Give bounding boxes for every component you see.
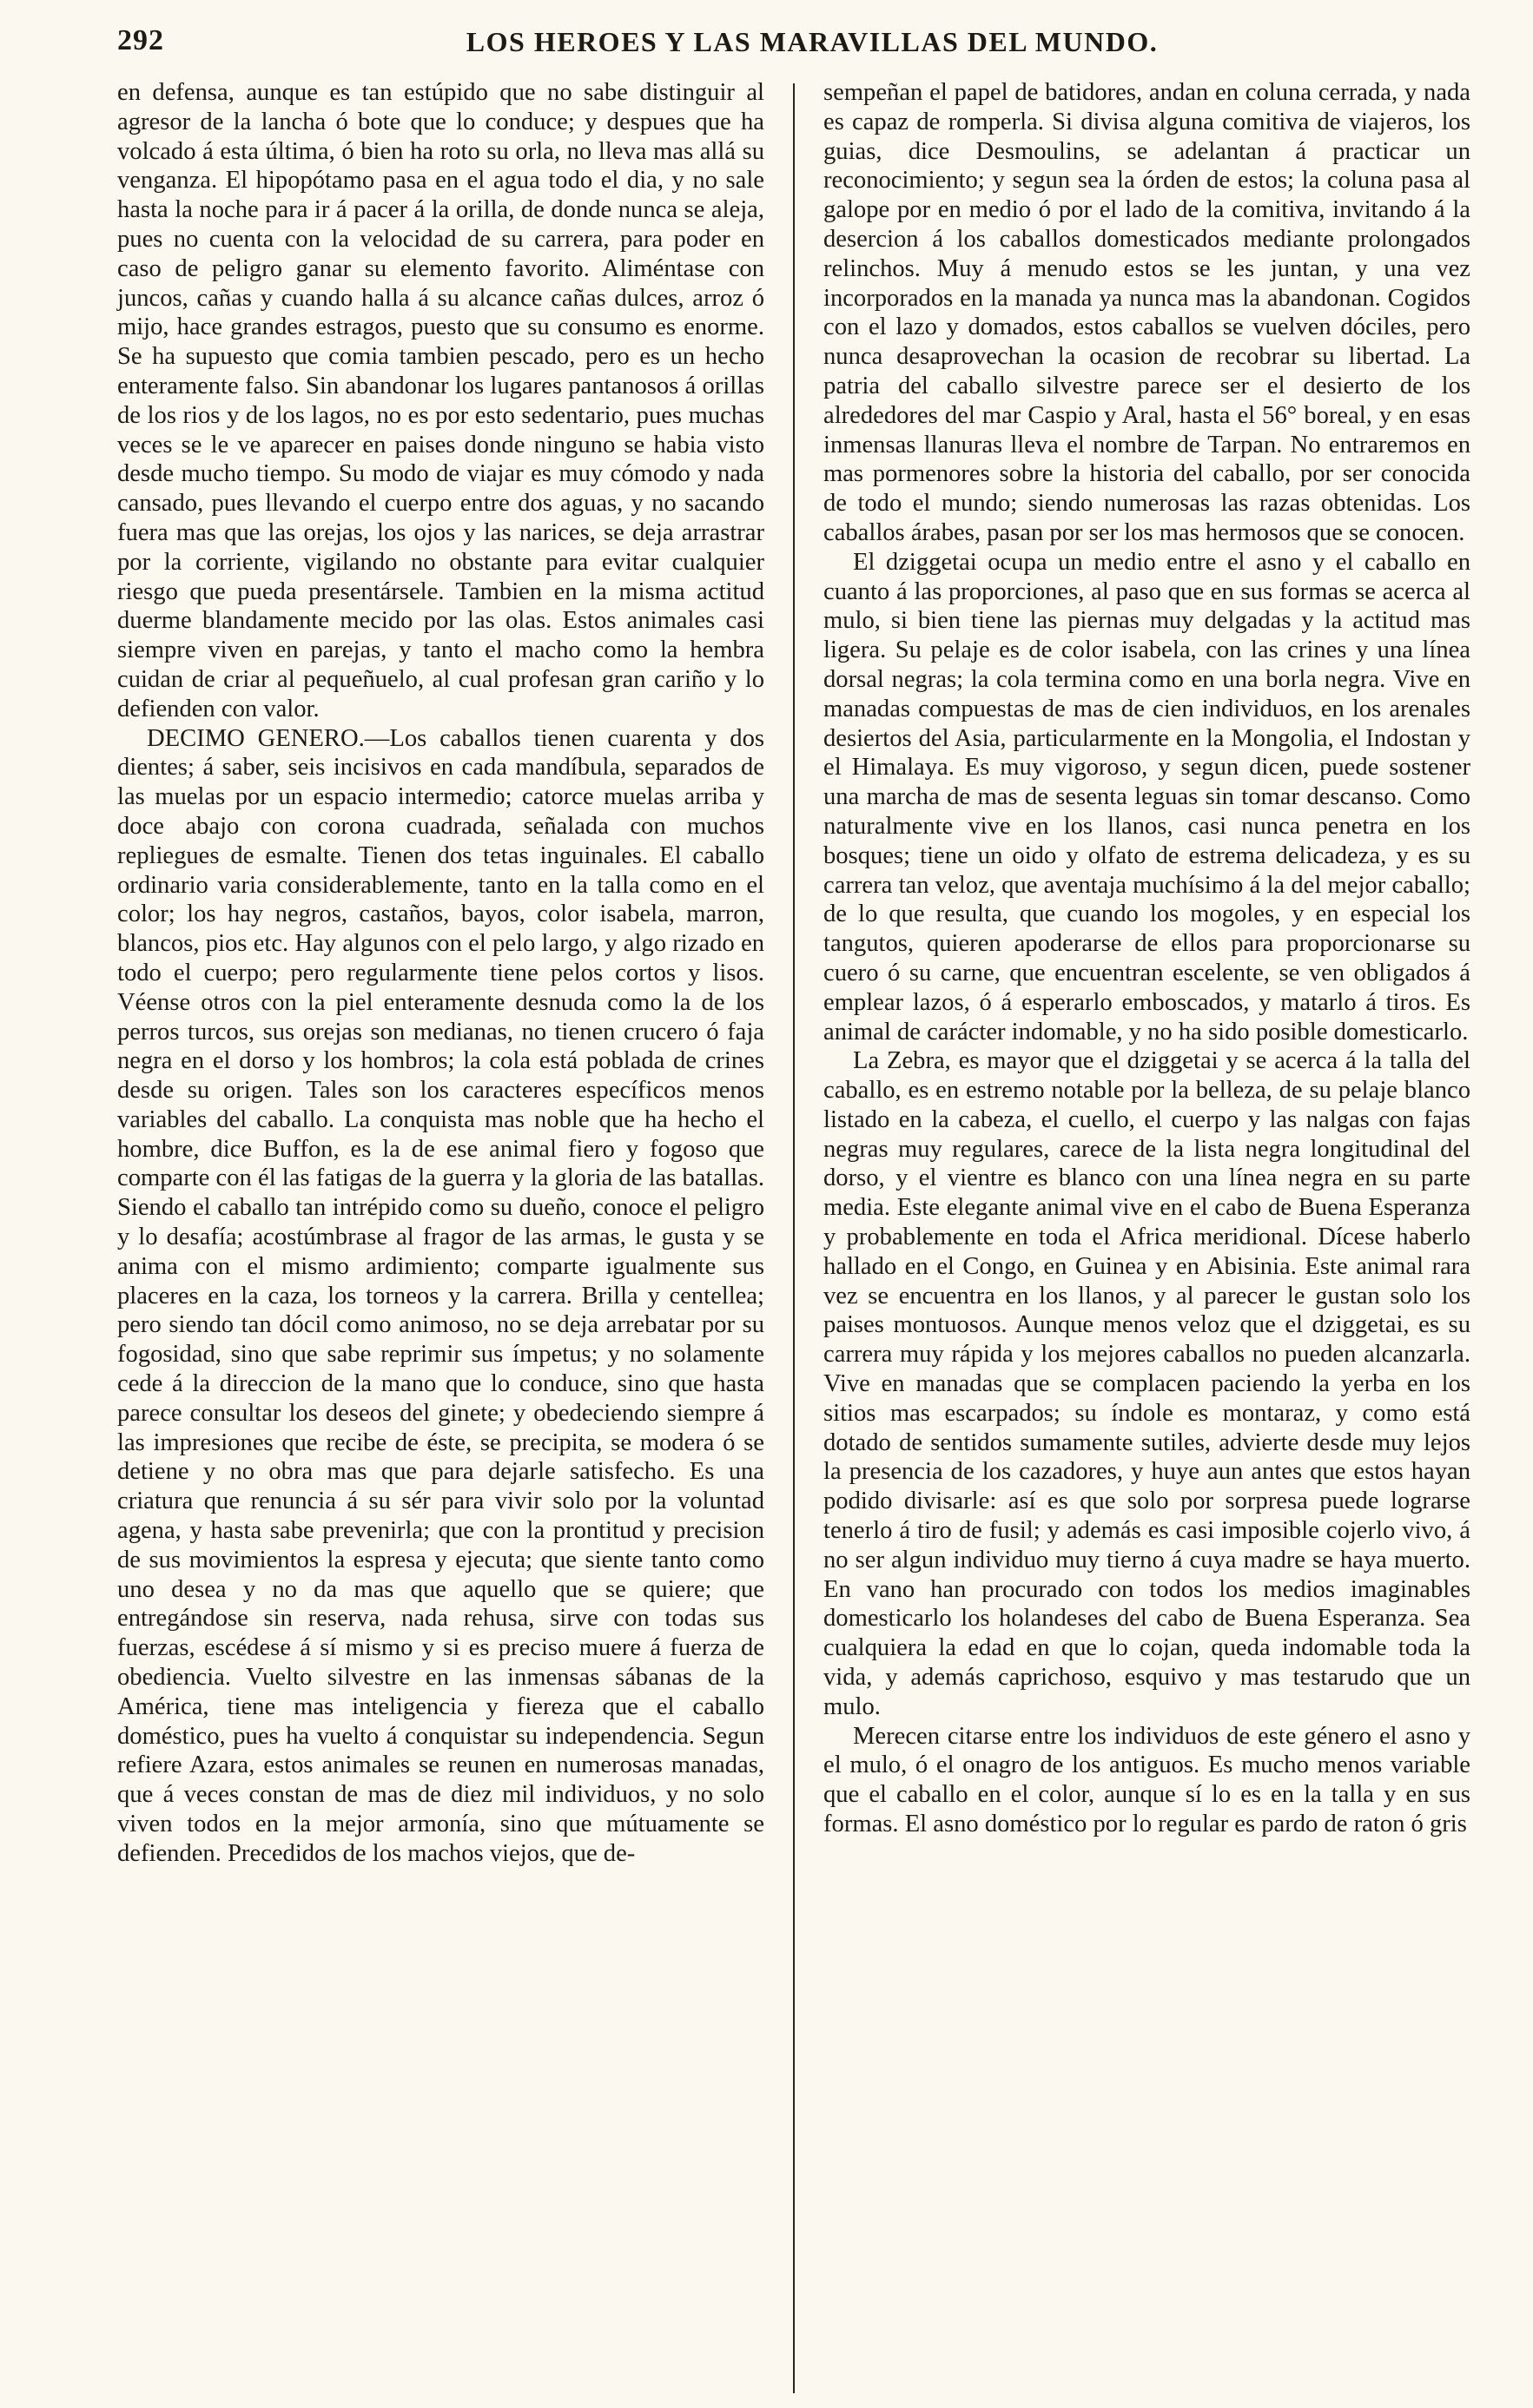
page-number: 292 — [117, 24, 164, 56]
column-divider — [793, 83, 795, 2393]
paragraph-hipopotamo-end: en defensa, aunque es tan estúpido que no sabe distinguir al agresor de la lancha ó bote que lo conduce; y despues que ha volcado á esta última, ó bien ha roto su orla, no lleva mas allá su venganza. El hipopótamo pasa en el agua todo el dia, y no sale hasta la noche para ir á pacer á la orilla, de donde nunca se aleja, pues no cuenta con la velocidad de su carrera, para poder en caso de peligro ganar su elemento favorito. Aliméntase con juncos, cañas y cuando halla á su alcance cañas dulces, arroz ó mijo, hace grandes estragos, puesto que su consumo es enorme. Se ha supuesto que comia tambien pescado, pero es un hecho enteramente falso. Sin abandonar los lugares pantanosos á orillas de los rios y de los lagos, no es por esto sedentario, pues muchas veces se le ve aparecer en paises donde ninguno se habia visto desde mucho tiempo. Su modo de viajar es muy cómodo y nada cansado, pues llevando el cuerpo entre dos aguas, y no sacando fuera mas que las orejas, los ojos y las narices, se deja arrastrar por la corriente, vigilando no obstante para evitar cualquier riesgo que pueda presentársele. Tambien en la misma actitud duerme blandamente mecido por las olas. Estos animales casi siempre viven en parejas, y tanto el macho como la hembra cuidan de criar al pequeñuelo, al cual profesan gran cariño y lo defienden con valor. — [117, 79, 764, 722]
left-column — [117, 78, 764, 1869]
paragraph-asno: Merecen citarse entre los individuos de este género el asno y el mulo, ó el onagro de los antiguos. Es mucho menos variable que el caballo en el color, aunque sí lo es en la talla y en sus formas. El asno doméstico por lo regular es pardo de raton ó gris — [823, 1722, 1470, 1838]
page-header — [117, 24, 1507, 76]
paragraph-zebra: La Zebra, es mayor que el dziggetai y se acerca á la talla del caballo, es en estremo notable por la belleza, de su pelaje blanco listado en la cabeza, el cuello, el cuerpo y las nalgas con fajas negras muy regulares, carece de la lista negra longitudinal del dorso, y el vientre es blanco con una línea negra en su parte media. Este elegante animal vive en el cabo de Buena Esperanza y probablemente en toda el Africa meridional. Dícese haberlo hallado en el Congo, en Guinea y en Abisinia. Este animal rara vez se encuentra en los llanos, y al parecer le gustan solo los paises montuosos. Aunque menos veloz que el dziggetai, es su carrera muy rápida y los mejores caballos no pueden alcanzarla. Vive en manadas que se complacen paciendo la yerba en los sitios mas escarpados; su índole es montaraz, y como está dotado de sentidos sumamente sutiles, advierte desde muy lejos la presencia de los cazadores, y huye aun antes que estos hayan podido divisarle: así es que solo por sorpresa puede lograrse tenerlo á tiro de fusil; y además es casi imposible cojerlo vivo, á no ser algun individuo muy tierno á cuya madre se haya muerto. En vano han procurado con todos los medios imaginables domesticarlo los holandeses del cabo de Buena Esperanza. Sea cualquiera la edad en que lo cojan, queda indomable toda la vida, y además caprichoso, esquivo y mas testarudo que un mulo. — [823, 1047, 1470, 1720]
paragraph-dziggetai: El dziggetai ocupa un medio entre el asno y el caballo en cuanto á las proporciones, al paso que en sus formas se acerca al mulo, si bien tiene las piernas muy delgadas y la actitud mas ligera. Su pelaje es de color isabela, con las crines y una línea dorsal negras; la cola termina como en una borla negra. Vive en manadas compuestas de mas de cien individuos, en los arenales desiertos del Asia, particularmente en la Mongolia, el Indostan y el Himalaya. Es muy vigoroso, y segun dicen, puede sostener una marcha de mas de sesenta leguas sin tomar descanso. Como naturalmente vive en los llanos, casi nunca penetra en los bosques; tiene un oido y olfato de estrema delicadeza, y es su carrera tan veloz, que aventaja muchísimo á la del mejor caballo; de lo que resulta, que cuando los mogoles, y en especial los tangutos, quieren apoderarse de ellos para proporcionarse su cuero ó su carne, que encuentran escelente, se ven obligados á emplear lazos, ó á esperarlo emboscados, y matarlo á tiros. Es animal de carácter indomable, y no ha sido posible domesticarlo. — [823, 548, 1470, 1046]
right-column — [823, 78, 1470, 1839]
running-title: LOS HEROES Y LAS MARAVILLAS DEL MUNDO. — [466, 26, 1159, 57]
paragraph-decimo-genero: DECIMO GENERO.—Los caballos tienen cuarenta y dos dientes; á saber, seis incisivos en cada mandíbula, separados de las muelas por un espacio intermedio; catorce muelas arriba y doce abajo con corona cuadrada, señalada con muchos repliegues de esmalte. Tienen dos tetas inguinales. El caballo ordinario varia considerablemente, tanto en la talla como en el color; los hay negros, castaños, bayos, color isabela, marron, blancos, pios etc. Hay algunos con el pelo largo, y algo rizado en todo el cuerpo; pero regularmente tiene pelos cortos y lisos. Véense otros con la piel enteramente desnuda como la de los perros turcos, sus orejas son medianas, no tienen crucero ó faja negra en el dorso y los hombros; la cola está poblada de crines desde su origen. Tales son los caracteres específicos menos variables del caballo. La conquista mas noble que ha hecho el hombre, dice Buffon, es la de ese animal fiero y fogoso que comparte con él las fatigas de la guerra y la gloria de las batallas. Siendo el caballo tan intrépido como su dueño, conoce el peligro y lo desafía; acostúmbrase al fragor de las armas, le gusta y se anima con el mismo ardimiento; comparte igualmente sus placeres en la caza, los torneos y la carrera. Brilla y centellea; pero siendo tan dócil como animoso, no se deja arrebatar por su fogosidad, sino que sabe reprimir sus ímpetus; y no solamente cede á la direccion de la mano que lo conduce, sino que hasta parece consultar los deseos del ginete; y obedeciendo siempre á las impresiones que recibe de éste, se precipita, se modera ó se detiene y no obra mas que para dejarle satisfecho. Es una criatura que renuncia á su sér para vivir solo por la voluntad agena, y hasta sabe prevenirla; que con la prontitud y precision de sus movimientos la espresa y ejecuta; que siente tanto como uno desea y no da mas que aquello que se quiere; que entregándose sin reserva, nada rehusa, sirve con todas sus fuerzas, escédese á sí mismo y si es preciso muere á fuerza de obediencia. Vuelto silvestre en las inmensas sábanas de la América, tiene mas inteligencia y fiereza que el caballo doméstico, pues ha vuelto á conquistar su independencia. Segun refiere Azara, estos animales se reunen en numerosas manadas, que á veces constan de mas de diez mil individuos, y no solo viven todos en la mejor armonía, sino que mútuamente se defienden. Precedidos de los machos viejos, que de- — [117, 724, 764, 1867]
paragraph-caballo-silvestre: sempeñan el papel de batidores, andan en coluna cerrada, y nada es capaz de romperla. Si divisa alguna comitiva de viajeros, los guias, dice Desmoulins, se adelantan á practicar un reconocimiento; y segun sea la órden de estos; la coluna pasa al galope por en medio ó por el lado de la comitiva, invitando á la desercion á los caballos domesticados mediante prolongados relinchos. Muy á menudo estos se les juntan, y una vez incorporados en la manada ya nunca mas la abandonan. Cogidos con el lazo y domados, estos caballos se vuelven dóciles, pero nunca desaprovechan la ocasion de recobrar su libertad. La patria del caballo silvestre parece ser el desierto de los alrededores del mar Caspio y Aral, hasta el 56° boreal, y en esas inmensas llanuras lleva el nombre de Tarpan. No entraremos en mas pormenores sobre la historia del caballo, por ser conocida de todo el mundo; siendo numerosas las razas obtenidas. Los caballos árabes, pasan por ser los mas hermosos que se conocen. — [823, 79, 1470, 546]
